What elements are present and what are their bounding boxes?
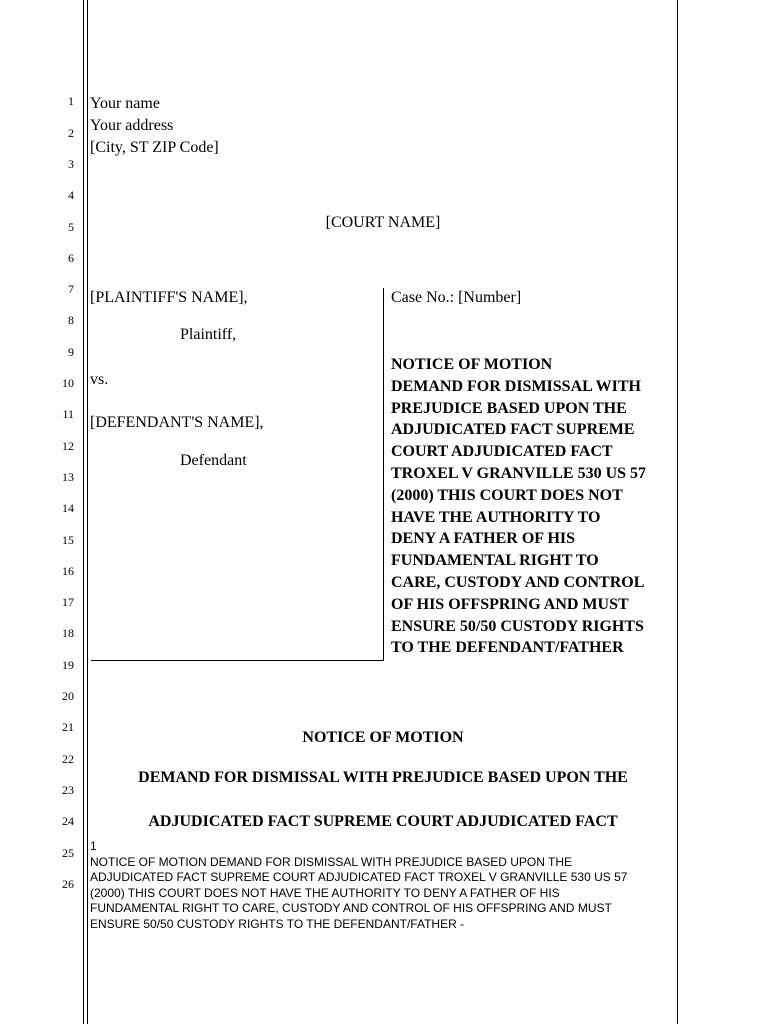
line-number: 3 [68,157,74,171]
party-city: [City, ST ZIP Code] [90,139,219,156]
motion-title-line: ADJUDICATED FACT SUPREME [391,421,635,439]
caption-divider [383,288,384,661]
defendant-role: Defendant [180,452,247,469]
line-number: 14 [62,501,74,515]
motion-title-line: (2000) THIS COURT DOES NOT [391,486,623,504]
line-number: 22 [62,752,74,766]
motion-title-line: COURT ADJUDICATED FACT [391,443,613,461]
versus-label: vs. [90,371,109,388]
page-footer [90,839,670,933]
defendant-name: [DEFENDANT'S NAME], [90,414,264,431]
line-number: 16 [62,564,74,578]
motion-title-line: PREJUDICE BASED UPON THE [391,399,627,417]
footer-line: FUNDAMENTAL RIGHT TO CARE, CUSTODY AND CONTROL OF HIS OFFSPRING AND MUST [90,901,612,916]
line-number: 9 [68,345,74,359]
party-name: Your name [90,95,160,112]
motion-title [391,354,681,659]
motion-title-line: TROXEL V GRANVILLE 530 US 57 [391,464,647,482]
line-number: 1 [68,94,74,108]
line-number: 4 [68,188,74,202]
line-number: 17 [62,595,74,609]
plaintiff-role: Plaintiff, [180,326,237,343]
party-address: Your address [90,117,174,134]
line-number: 20 [62,689,74,703]
line-number: 12 [62,439,74,453]
line-number: 18 [62,626,74,640]
line-number: 10 [62,376,74,390]
footer-line: ENSURE 50/50 CUSTODY RIGHTS TO THE DEFENDANT/FATHER - [90,916,465,931]
motion-title-line: ENSURE 50/50 CUSTODY RIGHTS [391,617,644,635]
line-number: 15 [62,533,74,547]
line-number: 7 [68,282,74,296]
line-number: 21 [62,720,74,734]
body-title-line: ADJUDICATED FACT SUPREME COURT ADJUDICATED FACT [148,813,618,830]
motion-title-line: NOTICE OF MOTION [391,356,553,373]
motion-title-line: OF HIS OFFSPRING AND MUST [391,595,629,613]
case-number: Case No.: [Number] [391,289,522,306]
line-number: 24 [62,814,74,828]
line-number: 23 [62,783,74,797]
page-number: 1 [90,839,97,853]
line-number: 5 [68,220,74,234]
left-margin-rule-inner [87,0,88,1024]
footer-line: ADJUDICATED FACT SUPREME COURT ADJUDICATED FACT TROXEL V GRANVILLE 530 US 57 [90,870,628,885]
line-number: 6 [68,251,74,265]
line-number: 13 [62,470,74,484]
footer-line: NOTICE OF MOTION DEMAND FOR DISMISSAL WITH PREJUDICE BASED UPON THE [90,854,573,869]
motion-title-line: DENY A FATHER OF HIS [391,530,576,548]
footer-line: (2000) THIS COURT DOES NOT HAVE THE AUTHORITY TO DENY A FATHER OF HIS [90,885,560,900]
line-number: 19 [62,658,74,672]
motion-title-line: FUNDAMENTAL RIGHT TO [391,552,599,570]
line-number: 25 [62,846,74,860]
line-number: 2 [68,126,74,140]
line-number: 26 [62,877,74,891]
line-number: 11 [62,407,74,421]
motion-title-line: HAVE THE AUTHORITY TO [391,508,601,526]
motion-title-line: TO THE DEFENDANT/FATHER [391,639,624,657]
left-margin-rule-outer [83,0,84,1024]
court-name: [COURT NAME] [325,214,441,231]
body-heading: NOTICE OF MOTION [302,729,464,746]
body-title-line: DEMAND FOR DISMISSAL WITH PREJUDICE BASED UPON THE [138,769,628,786]
motion-title-line: CARE, CUSTODY AND CONTROL [391,573,645,591]
motion-title-line: DEMAND FOR DISMISSAL WITH [391,377,641,395]
caption-bottom-rule [91,660,384,661]
line-number: 8 [68,313,74,327]
plaintiff-name: [PLAINTIFF'S NAME], [90,289,248,306]
